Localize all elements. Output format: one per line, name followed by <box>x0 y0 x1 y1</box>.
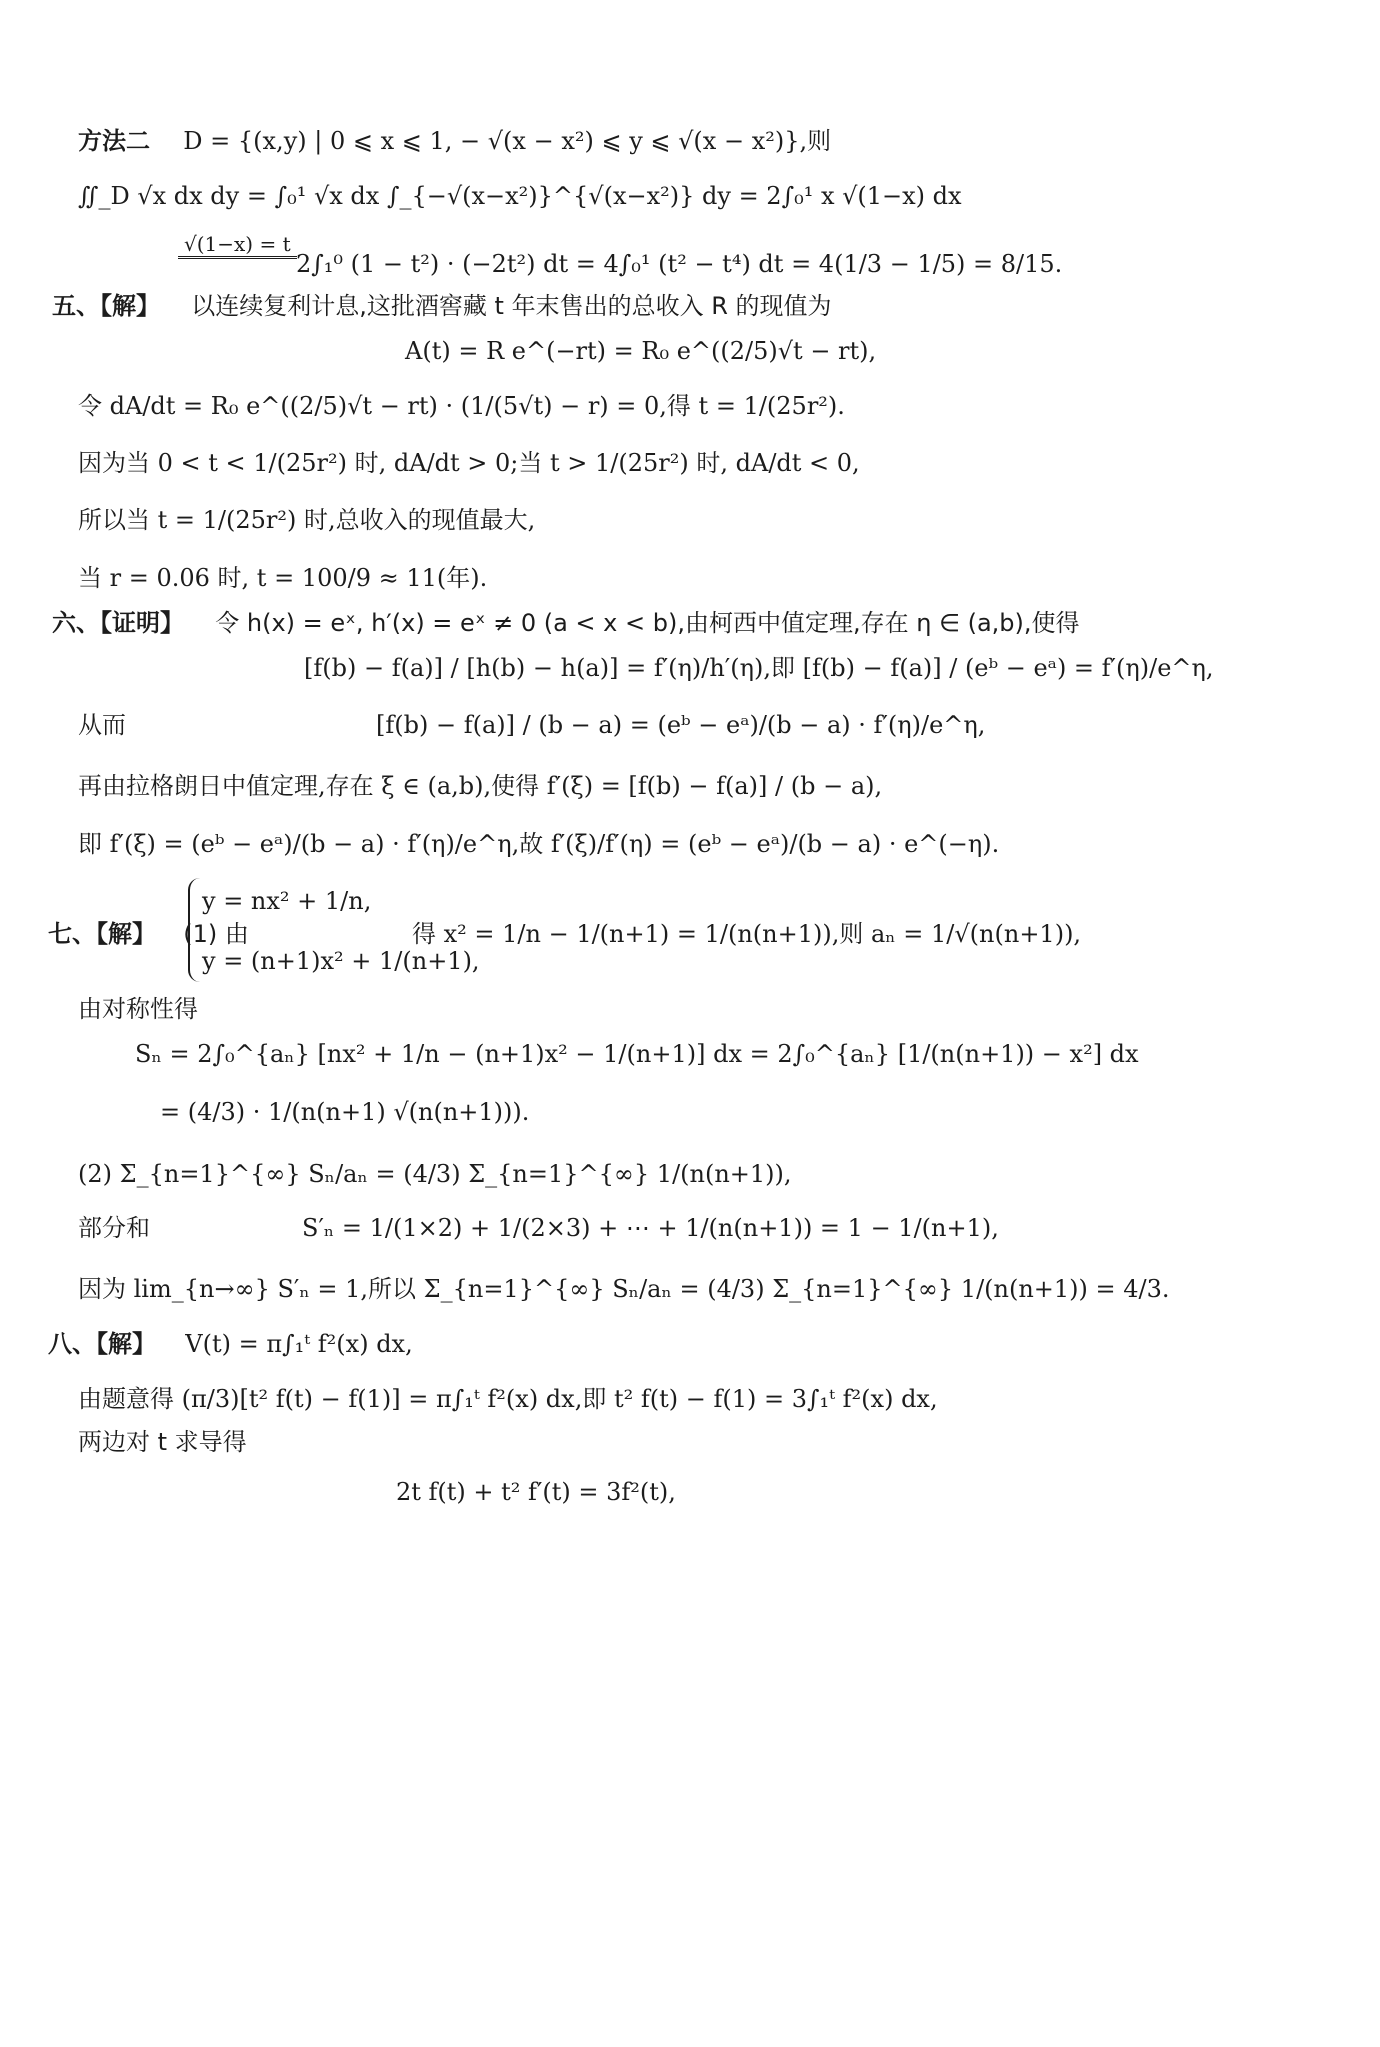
method2-line <box>78 125 831 157</box>
q8-intro-line <box>48 1328 413 1360</box>
method2-substitution-label <box>178 232 297 259</box>
q5-intro-line <box>52 290 832 322</box>
q5-label: 五、【解】 <box>52 292 160 320</box>
q7-part1: (1) 由 <box>183 920 249 948</box>
q7-series-eq: (2) Σ_{n=1}^{∞} Sₙ/aₙ = (4/3) Σ_{n=1}^{∞} 1/(n(n+1)), <box>78 1160 792 1188</box>
q5-numeric-value: 当 r = 0.06 时, t = 100/9 ≈ 11(年). <box>78 564 488 592</box>
q6-from-line <box>78 709 126 741</box>
q6-lagrange-eq: 再由拉格朗日中值定理,存在 ξ ∈ (a,b),使得 f′(ξ) = [f(b) − f(a)] / (b − a), <box>78 772 883 800</box>
method2-domain: D = {(x,y) | 0 ⩽ x ⩽ 1, − √(x − x²) ⩽ y ⩽ √(x − x²)},则 <box>183 127 832 155</box>
q7-symmetry-line <box>78 993 198 1025</box>
q6-label: 六、【证明】 <box>52 609 184 637</box>
q7-partial-line <box>78 1212 150 1244</box>
method2-integral-1: ∬_D √x dx dy = ∫₀¹ √x dx ∫_{−√(x−x²)}^{√(x−x²)} dy = 2∫₀¹ x √(1−x) dx <box>78 182 962 210</box>
q8-given-eq: 由题意得 (π/3)[t² f(t) − f(1)] = π∫₁ᵗ f²(x) dx,即 t² f(t) − f(1) = 3∫₁ᵗ f²(x) dx, <box>78 1385 938 1413</box>
q8-diff-eq: 2t f(t) + t² f′(t) = 3f²(t), <box>396 1478 676 1506</box>
q7-label: 七、【解】 <box>48 920 156 948</box>
q6-intro: 令 h(x) = eˣ, h′(x) = eˣ ≠ 0 (a < x < b),由柯西中值定理,存在 η ∈ (a,b),使得 <box>215 609 1080 637</box>
q7-partial-label: 部分和 <box>78 1214 150 1242</box>
q7-solve-eq: 得 x² = 1/n − 1/(n+1) = 1/(n(n+1)),则 aₙ = 1/√(n(n+1)), <box>412 920 1082 948</box>
method2-sub-text: √(1−x) = t <box>184 232 291 256</box>
q8-diff-label: 两边对 t 求导得 <box>78 1428 247 1456</box>
method2-integral-2: 2∫₁⁰ (1 − t²) · (−2t²) dt = 4∫₀¹ (t² − t⁴) dt = 4(1/3 − 1/5) = 8/15. <box>296 250 1063 278</box>
q8-label: 八、【解】 <box>48 1330 156 1358</box>
q6-conclusion-eq: 即 f′(ξ) = (eᵇ − eᵃ)/(b − a) · f′(η)/e^η,故 f′(ξ)/f′(η) = (eᵇ − eᵃ)/(b − a) · e^(−η). <box>78 830 1000 858</box>
q7-symmetry: 由对称性得 <box>78 995 198 1023</box>
q6-intro-line <box>52 607 1080 639</box>
q5-present-value-eq: A(t) = R e^(−rt) = R₀ e^((2/5)√t − rt), <box>405 337 877 365</box>
q6-cauchy-eq: [f(b) − f(a)] / [h(b) − h(a)] = f′(η)/h′(η),即 [f(b) − f(a)] / (eᵇ − eᵃ) = f′(η)/e^η, <box>304 654 1214 682</box>
q8-volume-eq: V(t) = π∫₁ᵗ f²(x) dx, <box>185 1330 413 1358</box>
q8-diff-line <box>78 1426 247 1458</box>
q7-area-eq-2: = (4/3) · 1/(n(n+1) √(n(n+1))). <box>160 1098 530 1126</box>
q7-area-eq-1: Sₙ = 2∫₀^{aₙ} [nx² + 1/n − (n+1)x² − 1/(n+1)] dx = 2∫₀^{aₙ} [1/(n(n+1)) − x²] dx <box>135 1040 1139 1068</box>
q7-partial-sum-eq: S′ₙ = 1/(1×2) + 1/(2×3) + ⋯ + 1/(n(n+1)) = 1 − 1/(n+1), <box>302 1214 999 1242</box>
q7-system-brace <box>188 878 200 982</box>
q5-intro: 以连续复利计息,这批酒窖藏 t 年末售出的总收入 R 的现值为 <box>191 292 832 320</box>
q5-sign-analysis: 因为当 0 < t < 1/(25r²) 时, dA/dt > 0;当 t > 1/(25r²) 时, dA/dt < 0, <box>78 449 860 477</box>
method2-label: 方法二 <box>78 127 150 155</box>
q6-from-label: 从而 <box>78 711 126 739</box>
q5-derivative-eq: 令 dA/dt = R₀ e^((2/5)√t − rt) · (1/(5√t) − r) = 0,得 t = 1/(25r²). <box>78 392 845 420</box>
q6-ratio-eq: [f(b) − f(a)] / (b − a) = (eᵇ − eᵃ)/(b − a) · f′(η)/e^η, <box>376 711 986 739</box>
q7-limit-eq: 因为 lim_{n→∞} S′ₙ = 1,所以 Σ_{n=1}^{∞} Sₙ/aₙ = (4/3) Σ_{n=1}^{∞} 1/(n(n+1)) = 4/3. <box>78 1275 1170 1303</box>
q7-system-eq1: y = nx² + 1/n, <box>202 887 372 915</box>
q7-system-eq2: y = (n+1)x² + 1/(n+1), <box>202 947 480 975</box>
q5-maximum-statement: 所以当 t = 1/(25r²) 时,总收入的现值最大, <box>78 506 536 534</box>
